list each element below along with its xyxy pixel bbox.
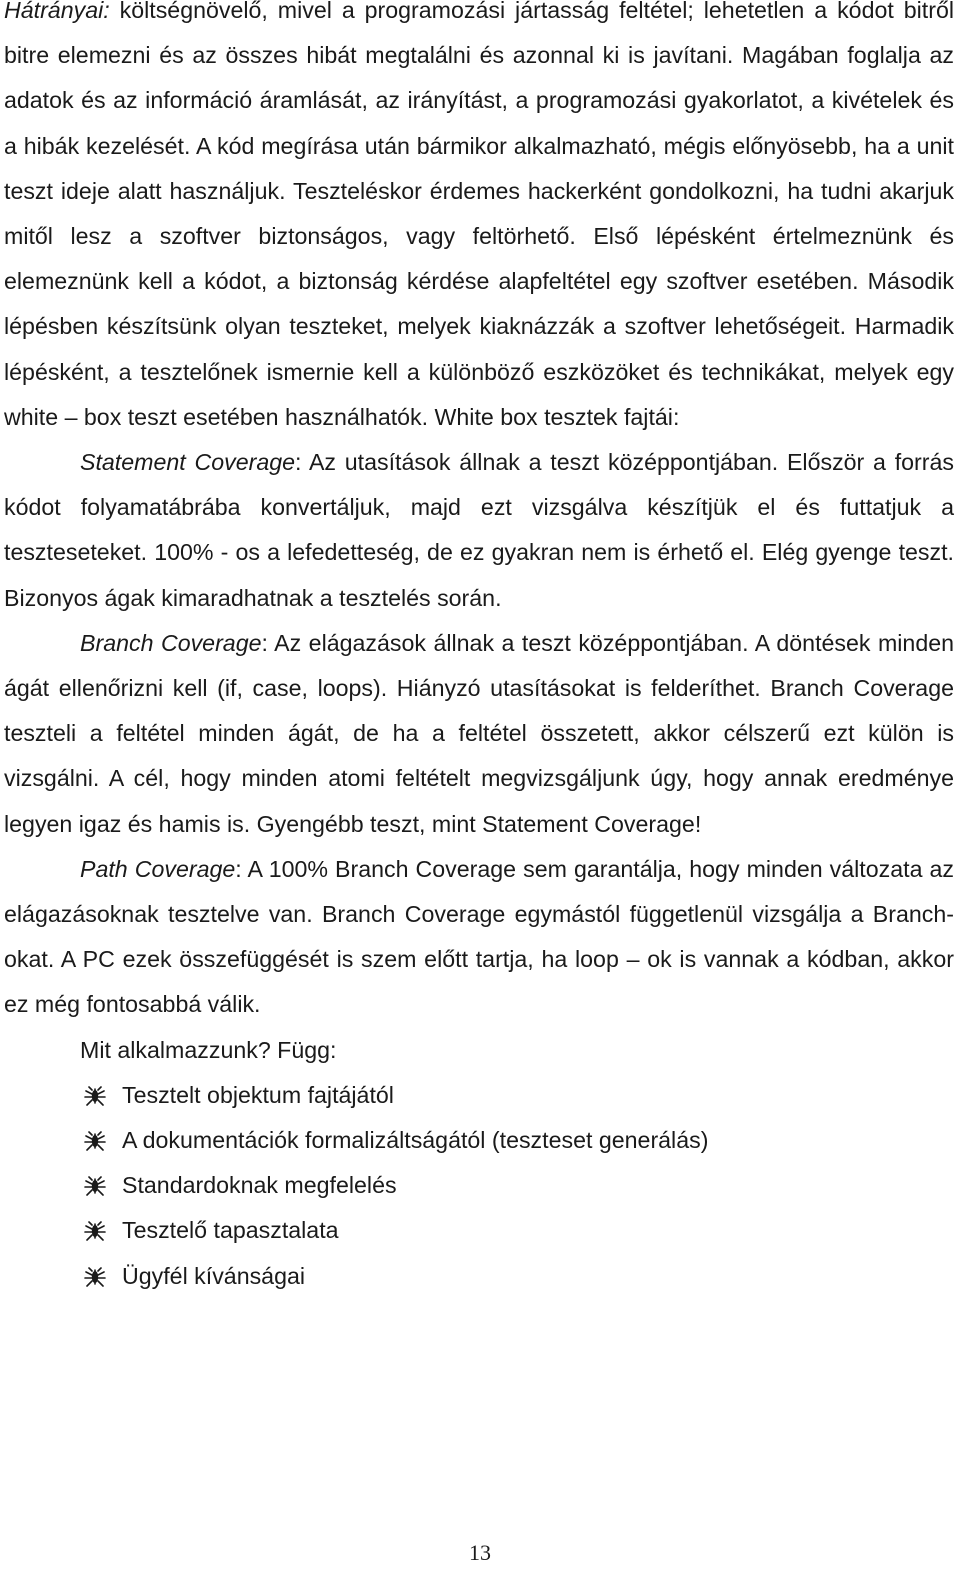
branch-coverage-text: : Az elágazások állnak a teszt középpontjában. A döntések minden ágát ellenőrizni kell (if, case, loops). Hiányzó utasításokat is felderíthet. Branch Coverage teszteli a feltétel minden ágát, de ha a feltétel összetett, akkor célszerű ezt külön is vizsgálni. A cél, hogy minden atomi feltételt megvizsgáljunk úgy, hogy annak eredménye legyen igaz és hamis is. Gyengébb teszt, mint Statement Coverage! <box>4 629 955 837</box>
question-line: Mit alkalmazzunk? Függ: <box>80 1036 337 1063</box>
paragraph-statement-coverage <box>4 440 954 621</box>
statement-coverage-term: Statement Coverage <box>80 449 296 476</box>
spider-bullet-icon <box>84 1086 106 1106</box>
dependency-list <box>4 1073 954 1299</box>
list-item-text: Tesztelt objektum fajtájától <box>122 1081 394 1108</box>
branch-coverage-term: Branch Coverage <box>80 629 262 656</box>
disadvantages-lead: Hátrányai: <box>4 0 110 23</box>
document-page <box>4 0 954 1299</box>
path-coverage-text: : A 100% Branch Coverage sem garantálja, hogy minden változata az elágazásoknak tesztelve van. Branch Coverage egymástól függetlenül vizsgálja a Branch-okat. A PC ezek összefüggését is szem előtt tartja, ha loop – ok is vannak a kódban, akkor ez még fontosabbá válik. <box>4 855 954 1018</box>
list-item-text: Ügyfél kívánságai <box>122 1262 306 1289</box>
list-item-text: Tesztelő tapasztalata <box>122 1217 339 1244</box>
page-number: 13 <box>469 1540 491 1565</box>
spider-bullet-icon <box>84 1176 106 1196</box>
list-item <box>84 1254 954 1299</box>
spider-bullet-icon <box>84 1131 106 1151</box>
list-item <box>84 1073 954 1118</box>
statement-coverage-text: : Az utasítások állnak a teszt középpontjában. Először a forrás kódot folyamatábrába konvertáljuk, majd ezt vizsgálva készítjük el és futtatjuk a teszteseteket. 100% - os a lefedetteség, de ez gyakran nem is érhető el. Elég gyenge teszt. Bizonyos ágak kimaradhatnak a tesztelés során. <box>4 449 954 611</box>
disadvantages-text: költségnövelő, mivel a programozási jártasság feltétel; lehetetlen a kódot bitről bitre elemezni és az összes hibát megtalálni és azonnal ki is javítani. Magában foglalja az adatok és az információ áramlását, az irányítást, a programozási gyakorlatot, a kivételek és a hibák kezelését. A kód megírása után bármikor alkalmazható, mégis előnyösebb, ha a unit teszt ideje alatt használjuk. Teszteléskor érdemes hackerként gondolkozni, ha tudni akarjuk mitől lesz a szoftver biztonságos, vagy feltörhető. Első lépésként értelmeznünk és elemeznünk kell a kódot, a biztonság kérdése alapfeltétel egy szoftver esetében. Második lépésben készítsünk olyan teszteket, melyek kiaknázzák a szoftver lehetőségeit. Harmadik lépésként, a tesztelőnek ismernie kell a különböző eszközöket és technikákat, melyek egy white – box teszt esetében használhatók. White box tesztek fajtái: <box>4 0 954 430</box>
paragraph-branch-coverage <box>4 621 954 847</box>
list-item <box>84 1118 954 1163</box>
list-item-text: A dokumentációk formalizáltságától (teszteset generálás) <box>122 1127 709 1154</box>
spider-bullet-icon <box>84 1267 106 1287</box>
list-item <box>84 1163 954 1208</box>
paragraph-disadvantages <box>4 0 954 440</box>
list-item-text: Standardoknak megfelelés <box>122 1172 397 1199</box>
paragraph-path-coverage <box>4 847 954 1028</box>
list-item <box>84 1208 954 1253</box>
path-coverage-term: Path Coverage <box>80 855 236 882</box>
spider-bullet-icon <box>84 1221 106 1241</box>
